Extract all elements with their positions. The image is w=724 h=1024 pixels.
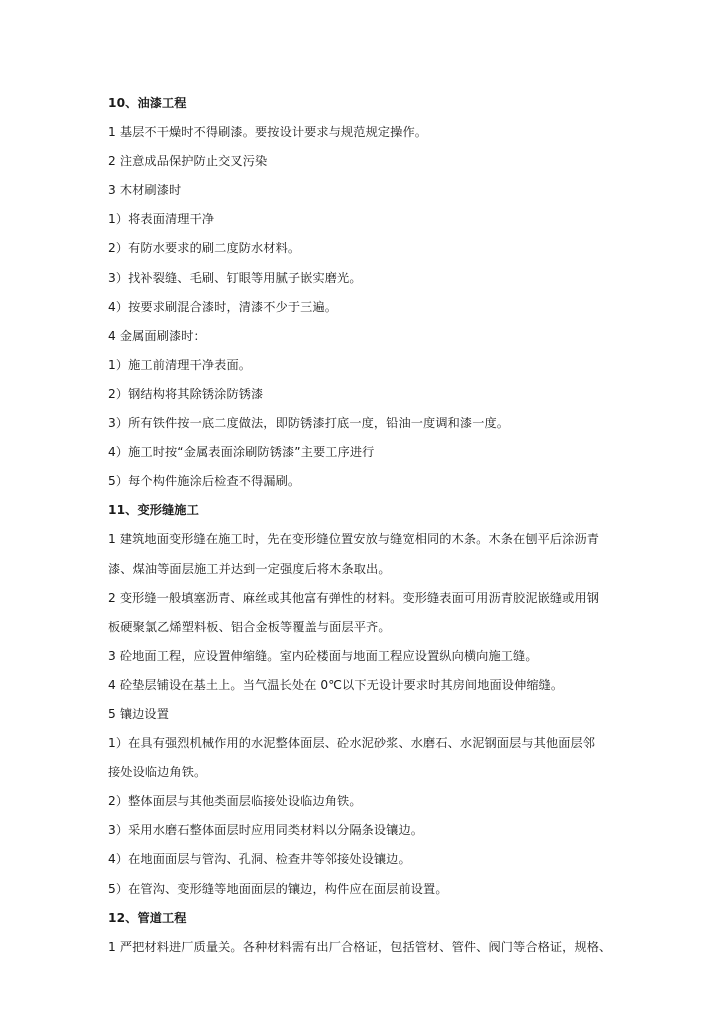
document-body — [108, 89, 622, 962]
text-line: 5）每个构件施涂后检查不得漏刷。 — [108, 474, 301, 489]
text-line: 3 木材刷漆时 — [108, 183, 182, 198]
text-line: 4）施工时按“金属表面涂刷防锈漆”主要工序进行 — [108, 445, 375, 460]
text-line: 4）在地面面层与管沟、孔洞、检查井等邻接处设镶边。 — [108, 852, 411, 867]
section-heading: 10、油漆工程 — [108, 96, 187, 110]
text-line: 1）将表面清理干净 — [108, 212, 215, 227]
text-line: 2 注意成品保护防止交叉污染 — [108, 154, 268, 169]
text-line: 4 砼垫层铺设在基土上。当气温长处在 0℃以下无设计要求时其房间地面设伸缩缝。 — [108, 677, 564, 692]
text-line: 3）采用水磨石整体面层时应用同类材料以分隔条设镶边。 — [108, 823, 424, 838]
text-line: 2）整体面层与其他类面层临接处设临边角铁。 — [108, 794, 362, 809]
text-line: 5）在管沟、变形缝等地面面层的镶边，构件应在面层前设置。 — [108, 881, 448, 896]
text-line: 板硬聚氯乙烯塑料板、铝合金板等覆盖与面层平齐。 — [108, 619, 391, 634]
text-line: 5 镶边设置 — [108, 706, 169, 721]
section-heading: 11、变形缝施工 — [108, 503, 199, 518]
section-heading: 12、管道工程 — [108, 910, 187, 925]
text-line: 2）钢结构将其除锈涂防锈漆 — [108, 386, 264, 401]
text-line: 2）有防水要求的刷二度防水材料。 — [108, 241, 301, 256]
text-line: 1 基层不干燥时不得刷漆。要按设计要求与规范规定操作。 — [108, 125, 428, 140]
text-line: 4）按要求刷混合漆时，清漆不少于三遍。 — [108, 299, 338, 314]
text-line: 3 砼地面工程，应设置伸缩缝。室内砼楼面与地面工程应设置纵向横向施工缝。 — [108, 648, 538, 663]
text-line: 1 严把材料进厂质量关。各种材料需有出厂合格证，包括管材、管件、阀门等合格证，规格、 — [108, 939, 612, 954]
text-line: 漆、煤油等面层施工并达到一定强度后将木条取出。 — [108, 561, 391, 576]
text-line: 1 建筑地面变形缝在施工时，先在变形缝位置安放与缝宽相同的木条。木条在刨平后涂沥青 — [108, 532, 600, 547]
text-line: 4 金属面刷漆时： — [108, 328, 206, 343]
text-line: 接处设临边角铁。 — [108, 765, 207, 780]
text-line: 1）在具有强烈机械作用的水泥整体面层、砼水泥砂浆、水磨石、水泥钢面层与其他面层邻 — [108, 736, 596, 751]
text-line: 2 变形缝一般填塞沥青、麻丝或其他富有弹性的材料。变形缝表面可用沥青胶泥嵌缝或用钢 — [108, 590, 600, 605]
text-line: 1）施工前清理干净表面。 — [108, 357, 252, 372]
text-line: 3）所有铁件按一底二度做法，即防锈漆打底一度，铅油一度调和漆一度。 — [108, 416, 510, 431]
text-line: 3）找补裂缝、毛刷、钉眼等用腻子嵌实磨光。 — [108, 270, 362, 285]
